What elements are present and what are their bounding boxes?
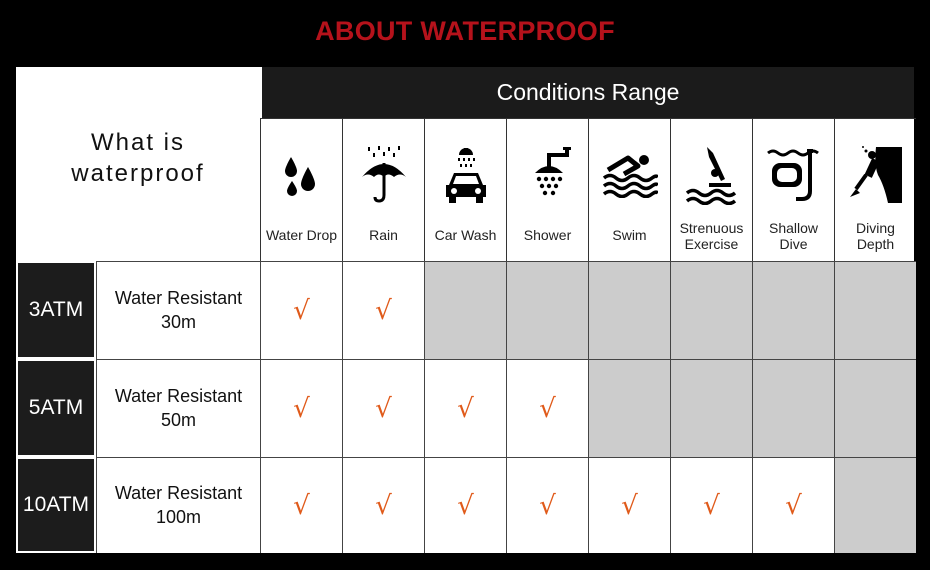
condition-label-line: Car Wash — [434, 227, 497, 243]
check-mark-icon: √ — [457, 393, 474, 424]
supported-cell — [506, 359, 588, 457]
swimmer-icon — [602, 145, 658, 205]
condition-label — [612, 227, 646, 243]
condition-label-line: Shallow — [768, 220, 819, 236]
atm-rating: 3ATM — [16, 261, 96, 359]
supported-cell — [342, 261, 424, 359]
supported-cell — [260, 261, 342, 359]
check-mark-icon: √ — [785, 490, 802, 521]
condition-column-header — [752, 118, 834, 261]
condition-label-line: Water Drop — [265, 227, 338, 243]
supported-cell — [670, 457, 752, 553]
check-mark-icon: √ — [703, 490, 720, 521]
unsupported-cell — [752, 359, 834, 457]
description-line: 50m — [160, 410, 196, 430]
supported-cell — [260, 359, 342, 457]
description-line: Water Resistant — [114, 386, 243, 406]
unsupported-cell — [588, 261, 670, 359]
unsupported-cell — [670, 261, 752, 359]
what-is-waterproof-heading — [16, 67, 260, 261]
condition-label-line: Depth — [856, 236, 895, 252]
atm-rating: 5ATM — [16, 359, 96, 457]
check-mark-icon: √ — [621, 490, 638, 521]
umbrella-rain-icon — [360, 145, 408, 205]
condition-label — [856, 220, 895, 252]
condition-column-header — [588, 118, 670, 261]
check-mark-icon: √ — [539, 490, 556, 521]
unsupported-cell — [834, 359, 916, 457]
what-is-line-2: waterproof — [71, 160, 205, 187]
condition-column-header — [260, 118, 342, 261]
description-line: 100m — [155, 507, 202, 527]
unsupported-cell — [834, 261, 916, 359]
condition-column-header — [834, 118, 916, 261]
check-mark-icon: √ — [293, 490, 310, 521]
condition-label-line: Diving — [856, 220, 895, 236]
condition-label — [524, 227, 571, 243]
description-line: 30m — [160, 312, 196, 332]
check-mark-icon: √ — [293, 393, 310, 424]
condition-label-line: Dive — [779, 236, 808, 252]
supported-cell — [752, 457, 834, 553]
description-line: Water Resistant — [114, 483, 243, 503]
water-resistant-description — [96, 261, 260, 359]
unsupported-cell — [670, 359, 752, 457]
supported-cell — [342, 457, 424, 553]
condition-label — [266, 227, 337, 243]
diver-jump-icon — [685, 145, 739, 205]
unsupported-cell — [588, 359, 670, 457]
condition-label-line: Swim — [612, 227, 647, 243]
check-mark-icon: √ — [293, 295, 310, 326]
unsupported-cell — [424, 261, 506, 359]
condition-column-header — [506, 118, 588, 261]
supported-cell — [342, 359, 424, 457]
condition-label-line: Exercise — [684, 236, 739, 252]
unsupported-cell — [752, 261, 834, 359]
condition-label — [680, 220, 744, 252]
unsupported-cell — [834, 457, 916, 553]
snorkel-mask-icon — [766, 145, 822, 205]
scuba-diver-icon — [848, 145, 904, 205]
condition-label — [369, 227, 398, 243]
condition-column-header — [424, 118, 506, 261]
shower-icon — [523, 145, 573, 205]
supported-cell — [588, 457, 670, 553]
supported-cell — [424, 359, 506, 457]
check-mark-icon: √ — [457, 490, 474, 521]
what-is-line-1: What is — [90, 129, 185, 156]
condition-column-header — [342, 118, 424, 261]
water-resistant-description — [96, 359, 260, 457]
check-mark-icon: √ — [539, 393, 556, 424]
supported-cell — [260, 457, 342, 553]
car-wash-icon — [443, 145, 489, 205]
description-line: Water Resistant — [114, 288, 243, 308]
check-mark-icon: √ — [375, 490, 392, 521]
conditions-range-header: Conditions Range — [260, 67, 914, 118]
waterproof-table — [16, 67, 914, 553]
water-resistant-description — [96, 457, 260, 553]
unsupported-cell — [506, 261, 588, 359]
page-title: ABOUT WATERPROOF — [315, 16, 615, 46]
supported-cell — [506, 457, 588, 553]
atm-rating: 10ATM — [16, 457, 96, 553]
condition-column-header — [670, 118, 752, 261]
check-mark-icon: √ — [375, 295, 392, 326]
condition-label — [769, 220, 818, 252]
condition-label-line: Shower — [523, 227, 572, 243]
supported-cell — [424, 457, 506, 553]
condition-label — [435, 227, 497, 243]
condition-label-line: Rain — [369, 227, 398, 243]
water-drops-icon — [282, 145, 322, 205]
condition-label-line: Strenuous — [679, 220, 744, 236]
check-mark-icon: √ — [375, 393, 392, 424]
